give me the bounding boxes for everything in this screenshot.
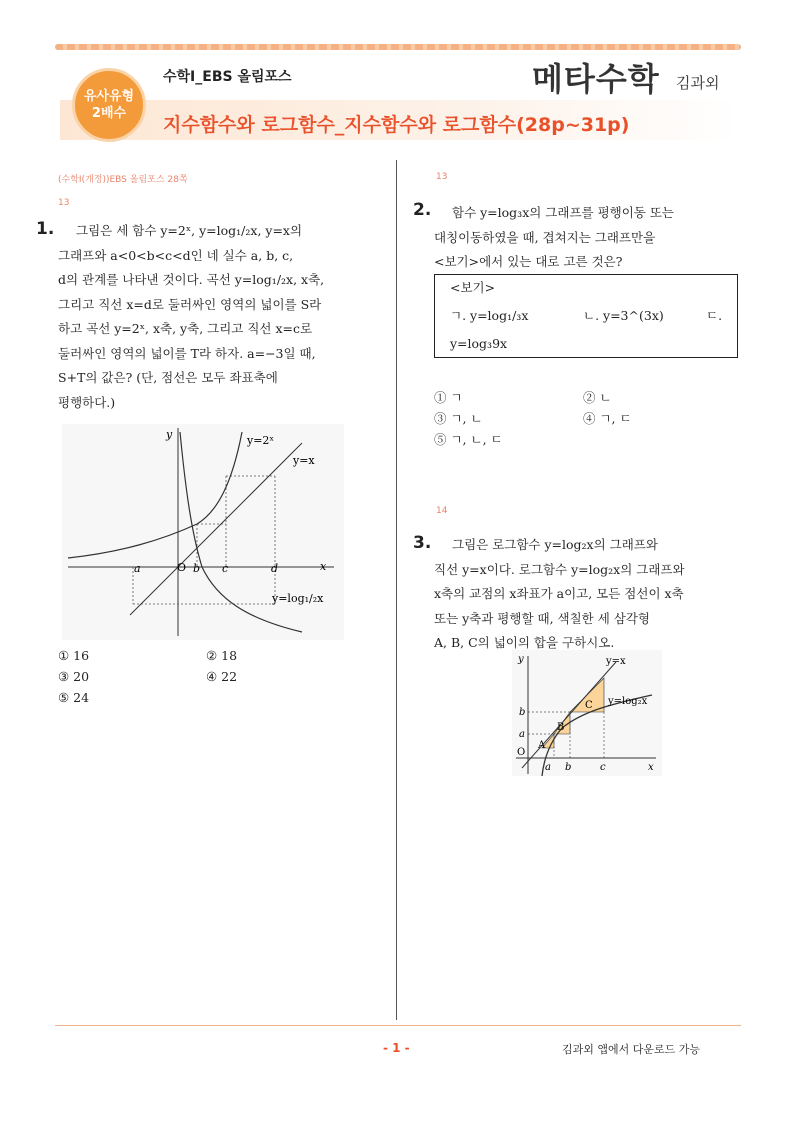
q1-line: S+T의 값은? (단, 점선은 모두 좌표축에 [58, 370, 278, 385]
q1-choice-4[interactable]: ④ 22 [206, 669, 238, 684]
tick-a: a [545, 762, 551, 773]
brand-logo: 메타수학 [532, 60, 660, 98]
source-label: (수학I(개정))EBS 올림포스 28쪽 [58, 175, 188, 185]
question-3-text [434, 533, 740, 656]
badge-line-2: 2배수 [91, 106, 127, 121]
bogi-item-c: ㄷ. [706, 308, 723, 323]
graph-origin: O [517, 747, 526, 758]
q1-line: 하고 곡선 y=2ˣ, x축, y축, 그리고 직선 x=c로 [58, 321, 313, 336]
question-3-number: 3. [413, 533, 432, 553]
bogi-item-b: ㄴ. y=3^(3x) [583, 308, 664, 323]
tick-b: b [565, 762, 572, 773]
bogi-title: <보기> [450, 280, 496, 295]
q2-choice-5[interactable]: ⑤ ㄱ, ㄴ, ㄷ [434, 432, 503, 447]
q1-line: 그래프와 a<0<b<c<d인 네 실수 a, b, c, [58, 247, 294, 263]
q1-line: 평행하다.) [58, 394, 116, 410]
ytick-a: a [519, 729, 525, 740]
header-top-bar [55, 44, 741, 50]
label-exp-curve: y=2ˣ [247, 434, 275, 447]
q1-line: d의 관계를 나타낸 것이다. 곡선 y=log₁/₂x, x축, [58, 272, 325, 287]
graph-y-label: y [166, 428, 173, 441]
label-line: y=x [606, 656, 626, 667]
label-log-curve: y=log₁/₂x [272, 592, 324, 605]
q2-line: 대칭이동하였을 때, 겹쳐지는 그래프만을 [434, 229, 656, 245]
tick-b: b [193, 562, 201, 575]
question-1-text [58, 219, 368, 415]
tick-c: c [600, 762, 606, 773]
q1-choice-1[interactable]: ① 16 [58, 648, 90, 663]
q2-line: 함수 y=log₃x의 그래프를 평행이동 또는 [452, 205, 674, 220]
q3-line: 그림은 로그함수 y=log₂x의 그래프와 [452, 537, 658, 552]
question-1-graph [62, 424, 344, 640]
graph-y-label: y [518, 654, 524, 665]
q1-line: 그림은 세 함수 y=2ˣ, y=log₁/₂x, y=x의 [76, 223, 303, 238]
q3-line: A, B, C의 넓이의 합을 구하시오. [434, 635, 615, 650]
q1-choice-2[interactable]: ② 18 [206, 648, 238, 663]
q2-line: <보기>에서 있는 대로 고른 것은? [434, 254, 623, 269]
subject-label: 수학Ⅰ_EBS 올림포스 [163, 69, 292, 85]
q1-line: 그리고 직선 x=d로 둘러싸인 영역의 넓이를 S라 [58, 296, 322, 312]
question-1-number: 1. [36, 219, 55, 239]
q1-choice-5[interactable]: ⑤ 24 [58, 690, 90, 705]
label-a: A [538, 740, 546, 751]
label-c: C [585, 700, 593, 711]
bogi-item-a: ㄱ. y=log₁/₃x [450, 308, 529, 323]
badge-line-1: 유사유형 [83, 89, 135, 104]
column-divider [396, 160, 397, 1020]
tick-a: a [134, 562, 141, 575]
footer-line [55, 1025, 741, 1026]
graph-origin: O [177, 561, 187, 574]
page-title: 지수함수와 로그함수_지수함수와 로그함수(28p~31p) [163, 114, 630, 136]
brand-sub-logo: 김과외 [676, 74, 720, 92]
question-2-text [434, 201, 740, 275]
question-2-number: 2. [413, 200, 432, 220]
label-b: B [557, 722, 565, 733]
q1-line: 둘러싸인 영역의 넓이를 T라 하자. a=−3일 때, [58, 345, 316, 361]
q3-line: x축의 교점의 x좌표가 a이고, 모든 점선이 x축 [434, 586, 684, 601]
graph-x-label: x [648, 762, 654, 773]
question-tag: 13 [58, 198, 70, 208]
question-tag-3: 14 [436, 506, 448, 516]
q2-choice-4[interactable]: ④ ㄱ, ㄷ [583, 411, 632, 426]
q2-choice-3[interactable]: ③ ㄱ, ㄴ [434, 411, 483, 426]
question-3-graph [512, 650, 662, 776]
tick-c: c [222, 562, 229, 575]
graph-x-label: x [320, 560, 327, 573]
q3-line: 직선 y=x이다. 로그함수 y=log₂x의 그래프와 [434, 561, 685, 577]
label-line: y=x [293, 454, 315, 467]
download-note: 김과외 앱에서 다운로드 가능 [562, 1043, 701, 1056]
q3-line: 또는 y축과 평행할 때, 색칠한 세 삼각형 [434, 610, 651, 626]
bogi-item-d: y=log₃9x [450, 336, 508, 351]
page-number: - 1 - [383, 1041, 410, 1055]
tick-d: d [271, 562, 279, 575]
type-badge [72, 68, 146, 142]
label-log-curve: y=log₂x [608, 696, 648, 707]
q1-choice-3[interactable]: ③ 20 [58, 669, 90, 684]
question-tag-2: 13 [436, 172, 448, 182]
q2-choice-1[interactable]: ① ㄱ [434, 390, 463, 405]
ytick-b: b [519, 707, 526, 718]
q2-choice-2[interactable]: ② ㄴ [583, 390, 612, 405]
